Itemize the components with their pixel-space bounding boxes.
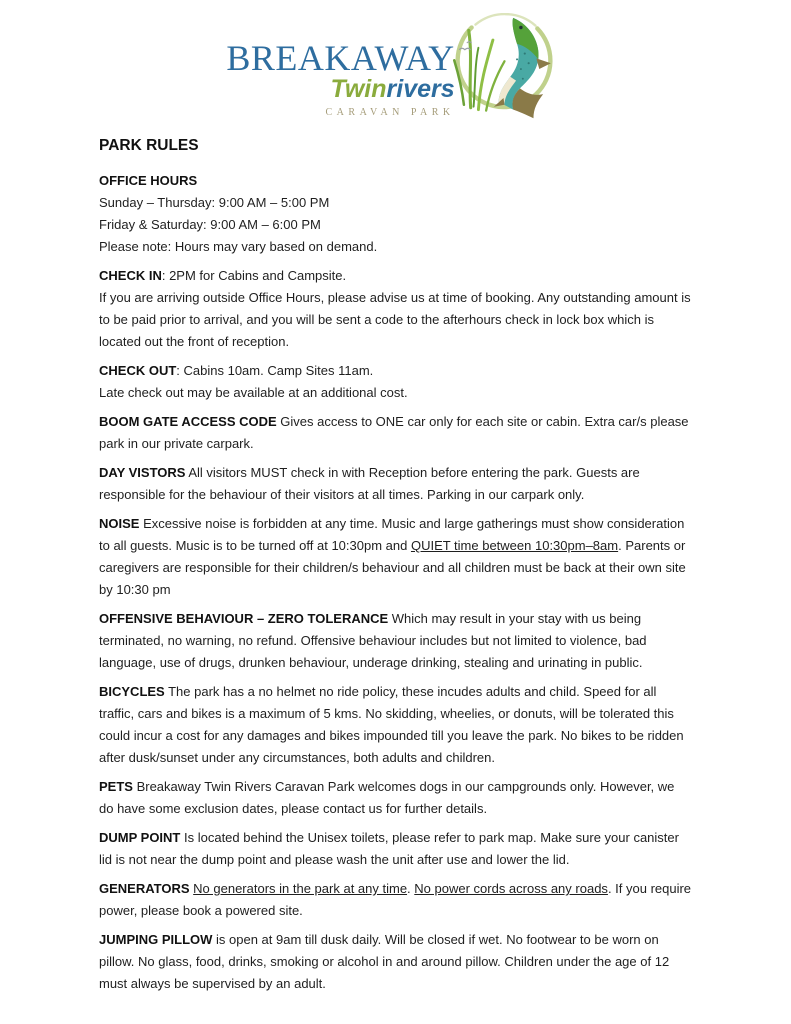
rule-text: : Cabins 10am. Camp Sites 11am. bbox=[176, 363, 374, 378]
rule-text: The park has a no helmet no ride policy, these incudes adults and child. Speed for all traffic, cars and bikes is a maximum of 5 kms. No skidding, wheelies, or donuts, will be tolerated this could incur a cost for any damages and bikes impounded till you leave the park. No bikes to be ridden after dusk/sunset under any circumstances, both adults and children. bbox=[99, 684, 684, 765]
logo-text-block bbox=[226, 40, 454, 118]
section-jumping-pillow bbox=[99, 929, 692, 995]
document-content bbox=[0, 135, 791, 995]
rule-text: Late check out may be available at an additional cost. bbox=[99, 385, 408, 400]
fish-logo-icon bbox=[443, 13, 565, 127]
rule-text: . If you require power, please book a powered site. bbox=[99, 881, 692, 918]
rule-heading: OFFENSIVE BEHAVIOUR – ZERO TOLERANCE bbox=[99, 611, 389, 626]
rule-heading: DAY VISTORS bbox=[99, 465, 186, 480]
rule-text: Sunday – Thursday: 9:00 AM – 5:00 PM bbox=[99, 195, 330, 210]
rule-text: Breakaway Twin Rivers Caravan Park welcomes dogs in our campgrounds only. However, we do have some exclusion dates, please contact us for further details. bbox=[99, 779, 675, 816]
section-check-out bbox=[99, 360, 692, 404]
rule-text: : 2PM for Cabins and Campsite. bbox=[161, 268, 347, 283]
rule-text: Please note: Hours may vary based on demand. bbox=[99, 239, 378, 254]
page-title: PARK RULES bbox=[99, 137, 199, 154]
rule-heading: CHECK IN bbox=[99, 268, 162, 283]
rule-heading: BOOM GATE ACCESS CODE bbox=[99, 414, 277, 429]
rule-heading: CHECK OUT bbox=[99, 363, 177, 378]
rule-heading: NOISE bbox=[99, 516, 140, 531]
rule-text: Is located behind the Unisex toilets, please refer to park map. Make sure your canister lid is not near the dump point and please wash the unit after use and lower the lid. bbox=[99, 830, 679, 867]
logo-twin-text: Twin bbox=[330, 75, 387, 103]
rule-text: . Parents or caregivers are responsible for their children/s behaviour and all children must be back at their own site by 10:30 pm bbox=[99, 538, 686, 597]
rule-text: Excessive noise is forbidden at any time. Music and large gatherings must show consideration to all guests. Music is to be turned off at 10:30pm and bbox=[99, 516, 685, 553]
rule-text: . bbox=[407, 881, 415, 896]
section-day-vistors bbox=[99, 462, 692, 506]
rule-heading: JUMPING PILLOW bbox=[99, 932, 213, 947]
section-office-hours bbox=[99, 170, 692, 258]
rule-text: All visitors MUST check in with Reception before entering the park. Guests are responsible for the behaviour of their visitors at all times. Parking in our carpark only. bbox=[99, 465, 640, 502]
rule-text: Which may result in your stay with us being terminated, no warning, no refund. Offensive behaviour includes but not limited to violence, bad language, use of drugs, drunken behaviour, underage drinking, stealing and urinating in public. bbox=[99, 611, 647, 670]
section-noise bbox=[99, 513, 692, 601]
rule-heading: DUMP POINT bbox=[99, 830, 181, 845]
section-check-in bbox=[99, 265, 692, 353]
rule-underlined-text: No power cords across any roads bbox=[414, 881, 608, 896]
rule-heading: BICYCLES bbox=[99, 684, 165, 699]
rule-text: Friday & Saturday: 9:00 AM – 6:00 PM bbox=[99, 217, 321, 232]
section-bicycles bbox=[99, 681, 692, 769]
section-dump-point bbox=[99, 827, 692, 871]
rule-text: is open at 9am till dusk daily. Will be closed if wet. No footwear to be worn on pillow. No glass, food, drinks, smoking or alcohol in and around pillow. Children under the age of 12 must always be supervised by an adult. bbox=[99, 932, 670, 991]
logo-rivers-text: rivers bbox=[386, 75, 455, 103]
section-boom-gate-access-code bbox=[99, 411, 692, 455]
logo-brand-text: BREAKAWAY bbox=[226, 38, 455, 78]
rule-heading: OFFICE HOURS bbox=[99, 173, 198, 188]
rule-underlined-text: QUIET time between 10:30pm–8am bbox=[410, 538, 619, 553]
rule-heading: GENERATORS bbox=[99, 881, 190, 896]
logo-subbrand-text bbox=[226, 77, 454, 102]
rules-list bbox=[99, 170, 692, 995]
rule-text: Gives access to ONE car only for each site or cabin. Extra car/s please park in our private carpark. bbox=[99, 414, 689, 451]
rule-underlined-text: No generators in the park at any time bbox=[193, 881, 408, 896]
rule-heading: PETS bbox=[99, 779, 133, 794]
rule-text: If you are arriving outside Office Hours, please advise us at time of booking. Any outstanding amount is to be paid prior to arrival, and you will be sent a code to the afterhours check in lock box which is located out the front of reception. bbox=[99, 290, 691, 349]
section-offensive-behaviour bbox=[99, 608, 692, 674]
logo bbox=[0, 0, 791, 126]
section-generators bbox=[99, 878, 692, 922]
logo-tagline: CARAVAN PARK bbox=[325, 107, 455, 118]
section-pets bbox=[99, 776, 692, 820]
